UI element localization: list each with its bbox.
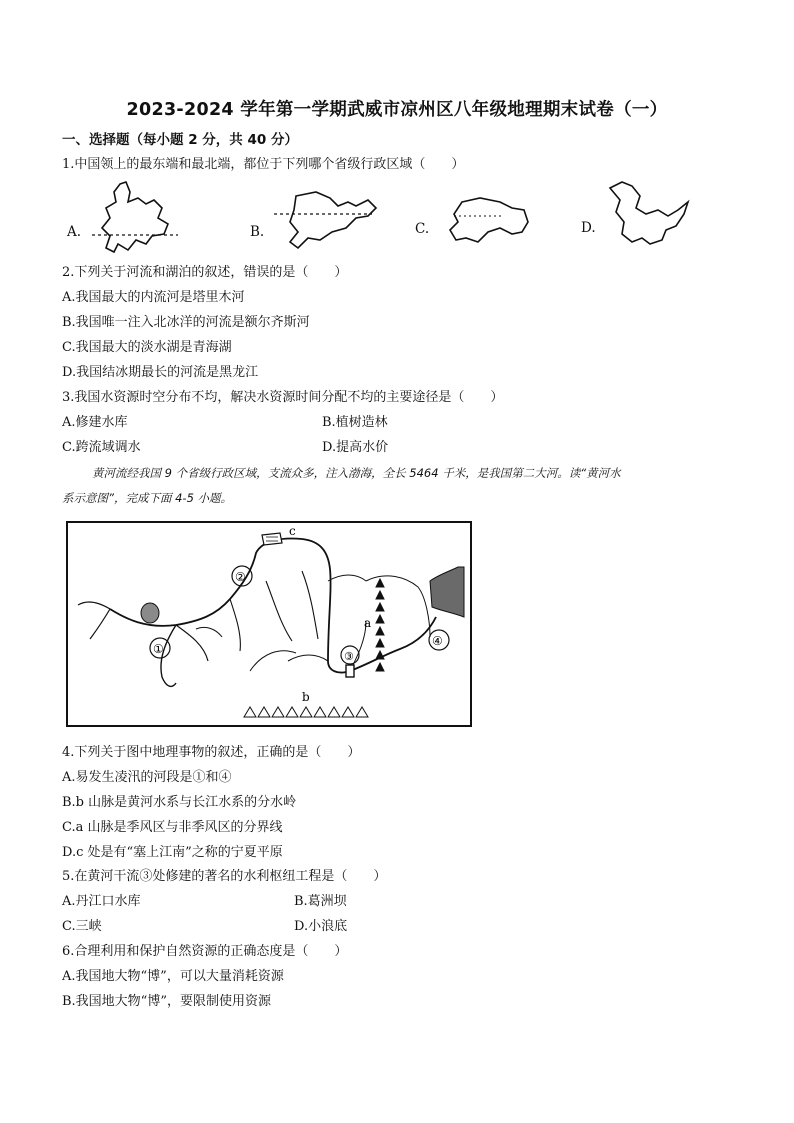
q5-stem: 5.在黄河干流③处修建的著名的水利枢纽工程是（ ） bbox=[62, 869, 387, 884]
q2-option-d[interactable]: D.我国结冰期最长的河流是黑龙江 bbox=[62, 365, 259, 380]
q3-option-c[interactable]: C.跨流域调水 bbox=[62, 440, 141, 455]
q2-option-c[interactable]: C.我国最大的淡水湖是青海湖 bbox=[62, 340, 232, 355]
mountain-range-b bbox=[244, 707, 368, 717]
q4-option-b[interactable]: B.b 山脉是黄河水系与长江水系的分水岭 bbox=[62, 795, 297, 810]
q4-option-a[interactable]: A.易发生凌汛的河段是①和④ bbox=[62, 770, 232, 785]
q2-option-a[interactable]: A.我国最大的内流河是塔里木河 bbox=[62, 290, 245, 305]
map-label-c: c bbox=[289, 524, 296, 538]
q5-option-d[interactable]: D.小浪底 bbox=[294, 919, 348, 934]
yellow-river-map bbox=[66, 521, 472, 727]
q4-option-d[interactable]: D.c 处是有“塞上江南”之称的宁夏平原 bbox=[62, 845, 283, 860]
q6-stem: 6.合理利用和保护自然资源的正确态度是（ ） bbox=[62, 944, 348, 959]
map-label-b: b bbox=[302, 690, 310, 704]
q1-option-d-label[interactable]: D. bbox=[581, 220, 596, 236]
shandong-province-outline-icon bbox=[272, 186, 382, 252]
q1-option-c-label[interactable]: C. bbox=[415, 221, 430, 237]
map-label-3: ③ bbox=[344, 650, 354, 663]
q6-option-a[interactable]: A.我国地大物“博”，可以大量消耗资源 bbox=[62, 969, 284, 984]
dam-marker bbox=[346, 665, 354, 677]
q3-option-d[interactable]: D.提高水价 bbox=[322, 440, 389, 455]
q4-stem: 4.下列关于图中地理事物的叙述，正确的是（ ） bbox=[62, 745, 361, 760]
passage-line-1: 黄河流经我国 9 个省级行政区域，支流众多，注入渤海，全长 5464 千米，是我国第二大河。读“黄河水 bbox=[92, 466, 621, 480]
q2-option-b[interactable]: B.我国唯一注入北冰洋的河流是额尔齐斯河 bbox=[62, 315, 310, 330]
qinghai-lake bbox=[141, 603, 159, 623]
q3-stem: 3.我国水资源时空分布不均，解决水资源时间分配不均的主要途径是（ ） bbox=[62, 390, 504, 405]
passage-line-2: 系示意图”，完成下面 4-5 小题。 bbox=[62, 491, 233, 505]
q1-option-a-label[interactable]: A. bbox=[67, 224, 82, 240]
yunnan-province-outline-icon bbox=[88, 178, 180, 260]
q3-option-a[interactable]: A.修建水库 bbox=[62, 415, 128, 430]
q1-stem: 1.中国领上的最东端和最北端，都位于下列哪个省级行政区域（ ） bbox=[62, 157, 465, 172]
map-label-1: ① bbox=[153, 642, 164, 656]
q5-option-c[interactable]: C.三峡 bbox=[62, 919, 102, 934]
section-heading: 一、选择题（每小题 2 分，共 40 分） bbox=[62, 132, 298, 148]
exam-title: 2023-2024 学年第一学期武威市凉州区八年级地理期末试卷（一） bbox=[126, 100, 668, 120]
map-label-2: ② bbox=[235, 570, 246, 584]
q4-option-c[interactable]: C.a 山脉是季风区与非季风区的分界线 bbox=[62, 820, 283, 835]
map-border bbox=[67, 522, 471, 726]
map-label-4: ④ bbox=[432, 634, 443, 648]
q1-option-b-label[interactable]: B. bbox=[250, 224, 265, 240]
q2-stem: 2.下列关于河流和湖泊的叙述，错误的是（ ） bbox=[62, 265, 348, 280]
hainan-province-outline-icon bbox=[442, 192, 534, 248]
map-label-a: a bbox=[364, 616, 372, 630]
q5-option-a[interactable]: A.丹江口水库 bbox=[62, 894, 141, 909]
q6-option-b[interactable]: B.我国地大物“博”，要限制使用资源 bbox=[62, 994, 271, 1009]
heilongjiang-province-outline-icon bbox=[606, 178, 692, 250]
q5-option-b[interactable]: B.葛洲坝 bbox=[294, 894, 347, 909]
q3-option-b[interactable]: B.植树造林 bbox=[322, 415, 388, 430]
